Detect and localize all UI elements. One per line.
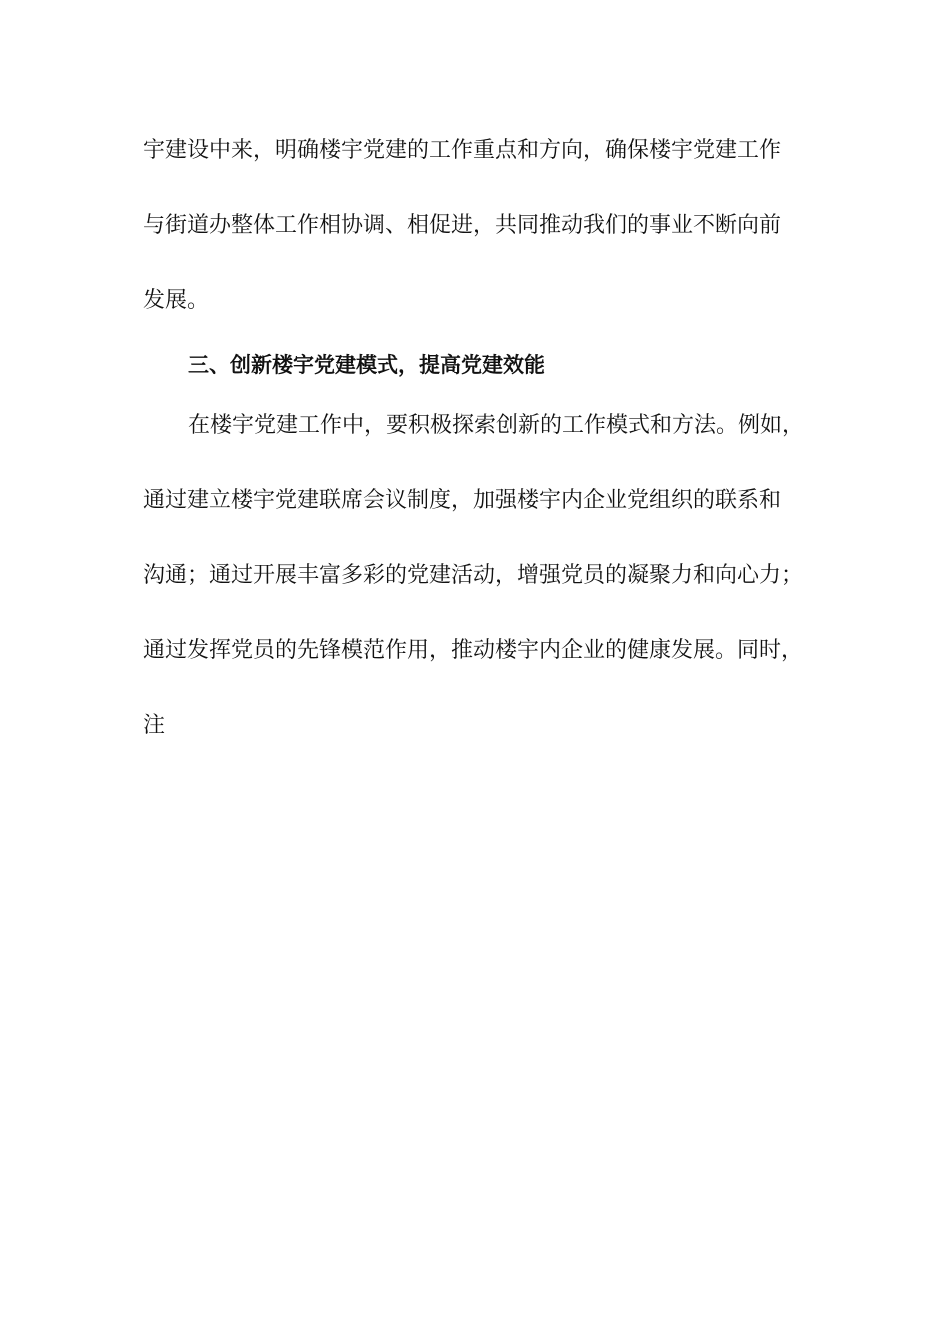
paragraph-line: 注	[143, 713, 166, 738]
paragraph-line: 宇建设中来，明确楼宇党建的工作重点和方向，确保楼宇党建工作	[143, 138, 782, 163]
paragraph-line: 在楼宇党建工作中，要积极探索创新的工作模式和方法。例如，	[188, 413, 805, 438]
paragraph-line: 沟通；通过开展丰富多彩的党建活动，增强党员的凝聚力和向心力；	[143, 563, 804, 588]
paragraph-line: 与街道办整体工作相协调、相促进，共同推动我们的事业不断向前	[143, 213, 782, 238]
section-heading: 三、创新楼宇党建模式，提高党建效能	[188, 353, 545, 377]
paragraph-line: 发展。	[143, 288, 210, 313]
paragraph-line: 通过发挥党员的先锋模范作用，推动楼宇内企业的健康发展。同时，	[143, 638, 804, 663]
paragraph-line: 通过建立楼宇党建联席会议制度，加强楼宇内企业党组织的联系和	[143, 488, 782, 513]
